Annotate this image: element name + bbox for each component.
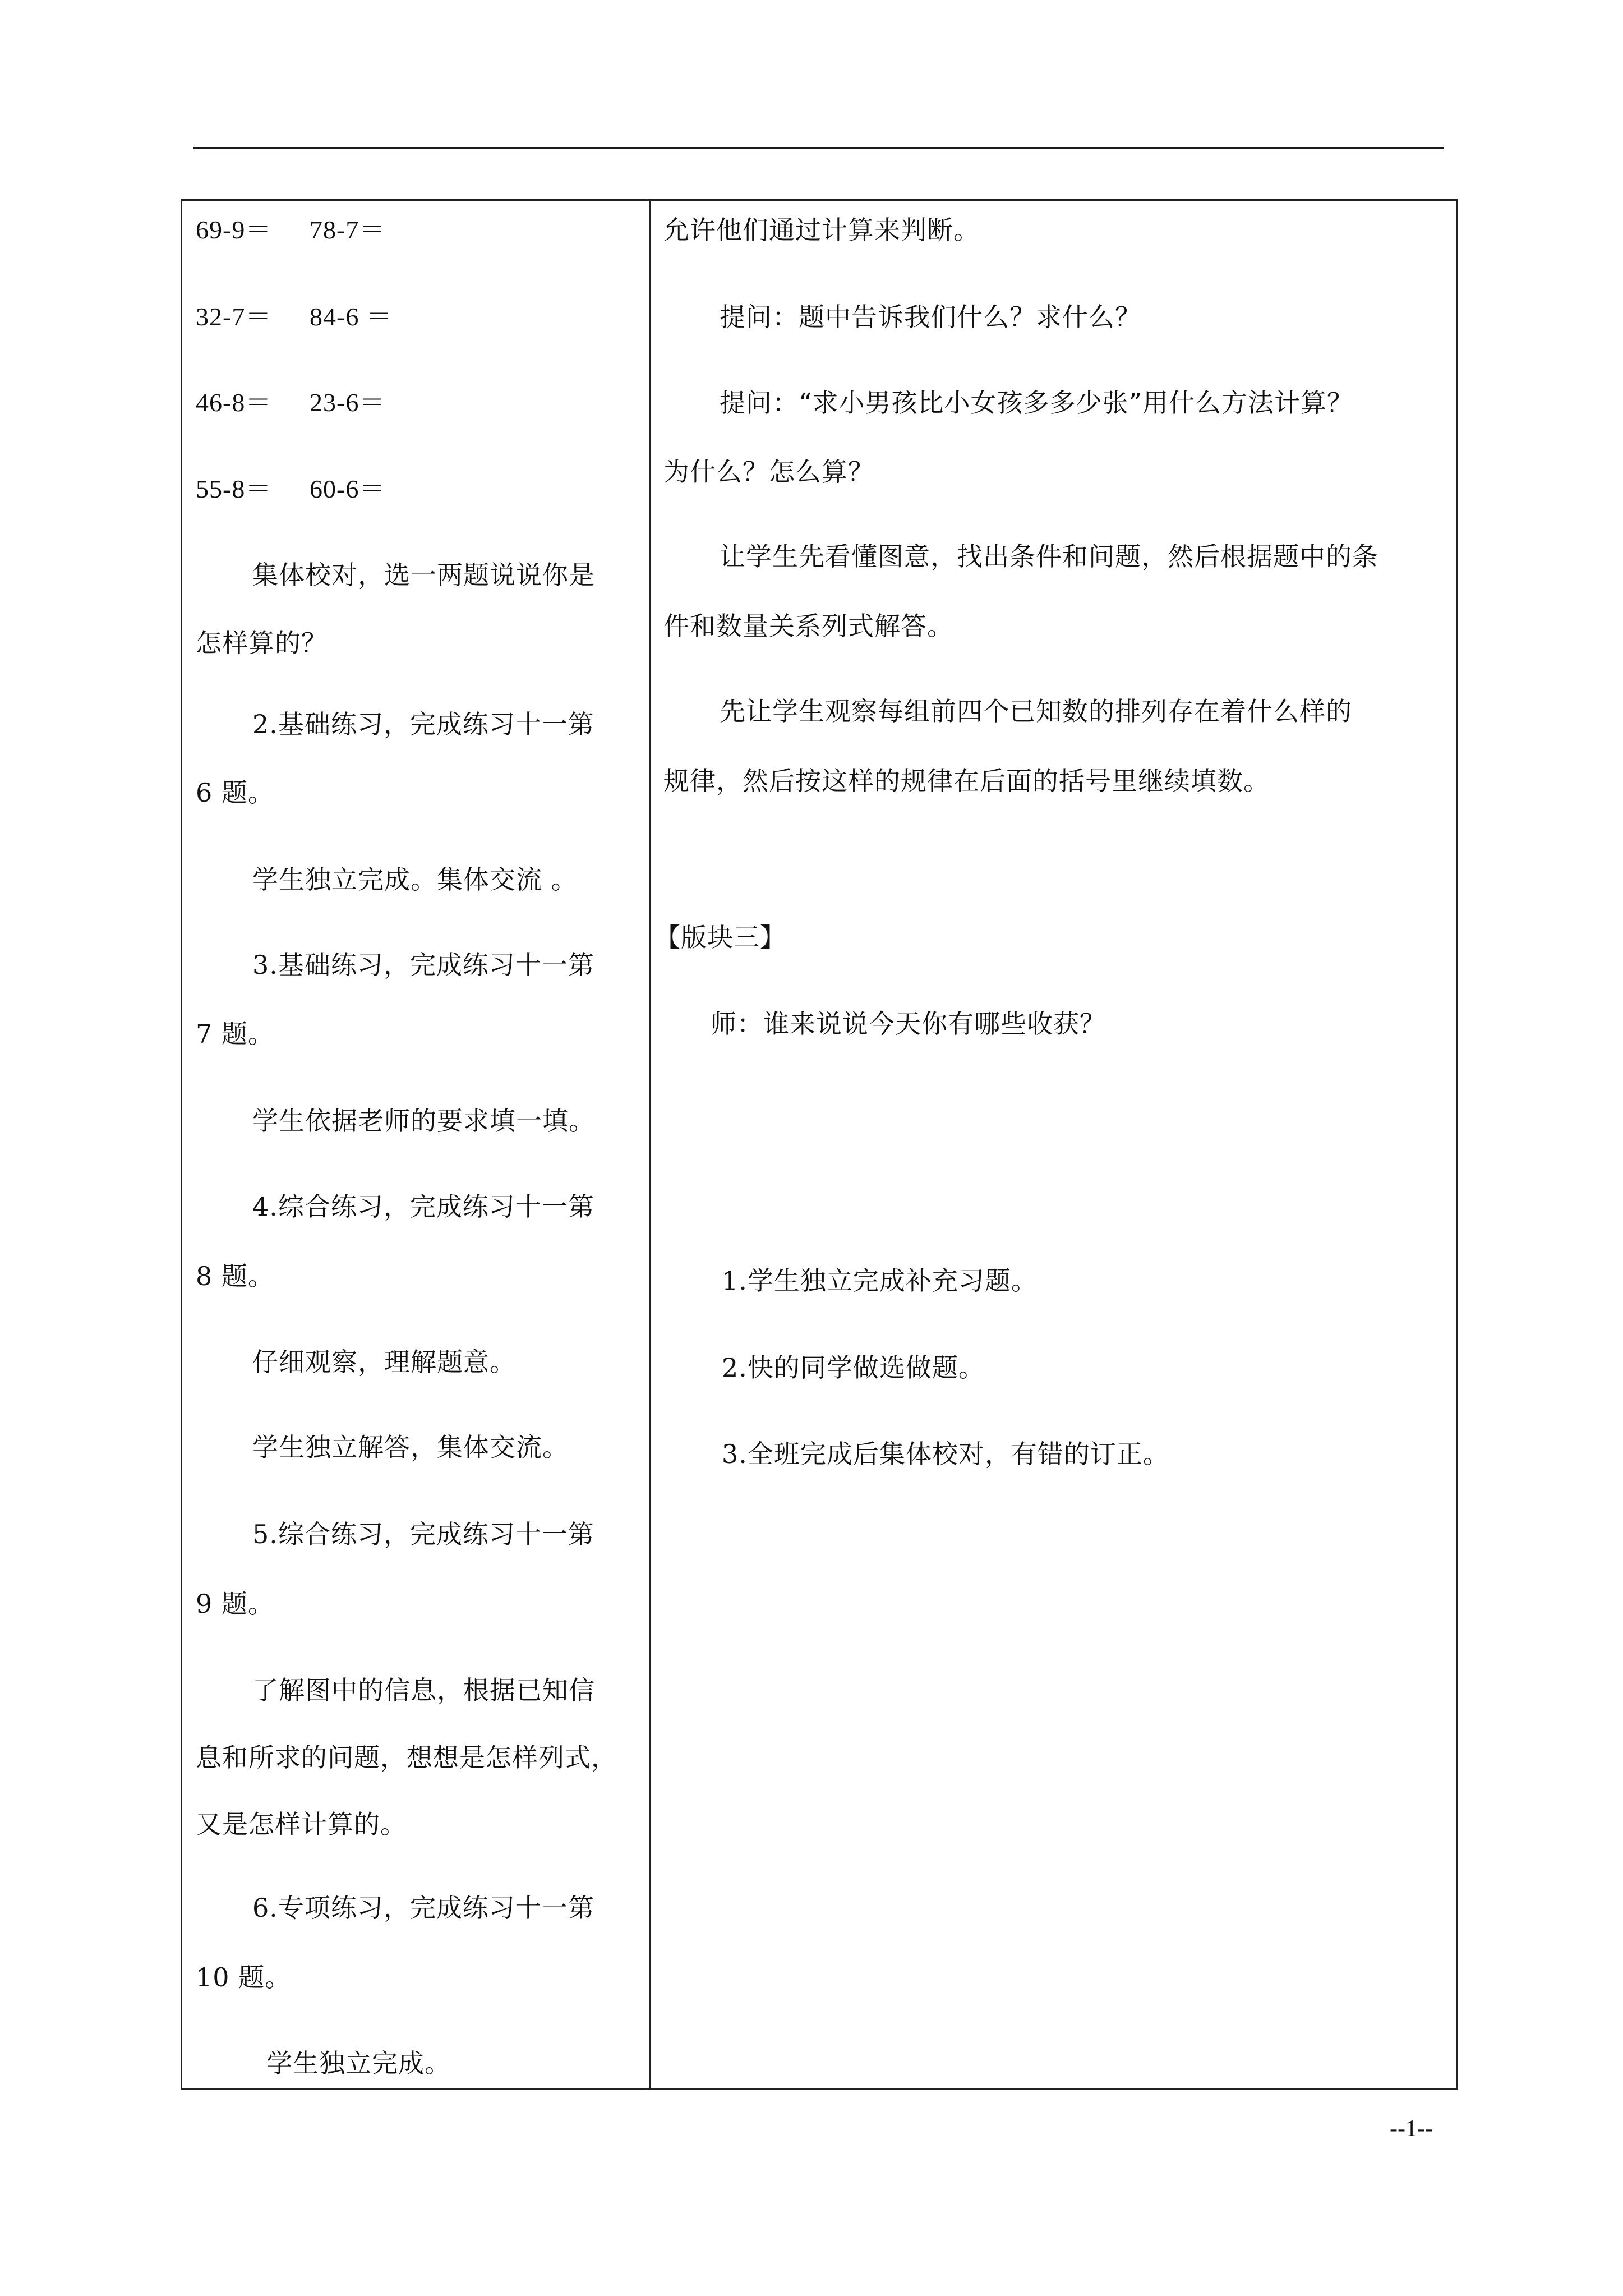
left-line-10: 8 题。 [196,1261,274,1291]
left-line-17: 又是怎样计算的。 [196,1809,407,1839]
right-line-1: 允许他们通过计算来判断。 [663,215,980,245]
right-line-5: 让学生先看懂图意，找出条件和问题，然后根据题中的条 [720,541,1378,572]
left-line-1: 集体校对，选一两题说说你是 [252,560,595,590]
left-line-12: 学生独立解答，集体交流。 [252,1432,569,1462]
left-line-4: 6 题。 [196,777,274,808]
left-line-18: 6.专项练习，完成练习十一第 [252,1893,594,1923]
left-line-16: 息和所求的问题，想想是怎样列式， [196,1742,617,1773]
left-line-11: 仔细观察，理解题意。 [252,1347,516,1377]
right-line-2: 提问：题中告诉我们什么？求什么？ [720,302,1141,332]
page-number: --1-- [1390,2116,1433,2142]
right-line-12: 2.快的同学做选做题。 [722,1352,985,1383]
equation-2a: 32-7＝ [196,302,272,331]
equation-4a: 55-8＝ [196,475,272,503]
column-divider [649,201,651,2088]
right-line-7: 先让学生观察每组前四个已知数的排列存在着什么样的 [720,696,1352,726]
equation-1b: 78-7＝ [310,215,386,244]
right-line-3: 提问：“求小男孩比小女孩多多少张”用什么方法计算？ [720,388,1354,418]
equation-2b: 84-6 ＝ [310,302,393,331]
left-line-7: 7 题。 [196,1019,274,1049]
right-line-10: 师：谁来说说今天你有哪些收获？ [711,1009,1106,1039]
left-line-9: 4.综合练习，完成练习十一第 [252,1191,594,1222]
right-line-4: 为什么？怎么算？ [663,457,874,487]
right-line-11: 1.学生独立完成补充习题。 [722,1266,1038,1296]
left-line-13: 5.综合练习，完成练习十一第 [252,1519,594,1549]
left-line-3: 2.基础练习，完成练习十一第 [252,709,594,739]
left-line-6: 3.基础练习，完成练习十一第 [252,950,594,980]
section-heading: 【版块三】 [654,922,786,953]
equation-3a: 46-8＝ [196,388,272,417]
lesson-table [181,199,1458,2090]
equation-1a: 69-9＝ [196,215,272,244]
left-line-15: 了解图中的信息，根据已知信 [252,1675,595,1705]
header-rule [193,147,1444,149]
equation-3b: 23-6＝ [310,388,386,417]
left-line-8: 学生依据老师的要求填一填。 [252,1106,595,1136]
right-line-8: 规律，然后按这样的规律在后面的括号里继续填数。 [663,766,1270,796]
left-line-19: 10 题。 [196,1962,292,1993]
right-line-6: 件和数量关系列式解答。 [663,611,953,641]
left-line-20: 学生独立完成。 [266,2048,451,2078]
left-line-2: 怎样算的？ [196,628,328,658]
left-line-14: 9 题。 [196,1589,274,1619]
right-line-13: 3.全班完成后集体校对，有错的订正。 [722,1439,1169,1469]
equation-4b: 60-6＝ [310,475,386,503]
left-line-5: 学生独立完成。集体交流 。 [252,864,578,895]
